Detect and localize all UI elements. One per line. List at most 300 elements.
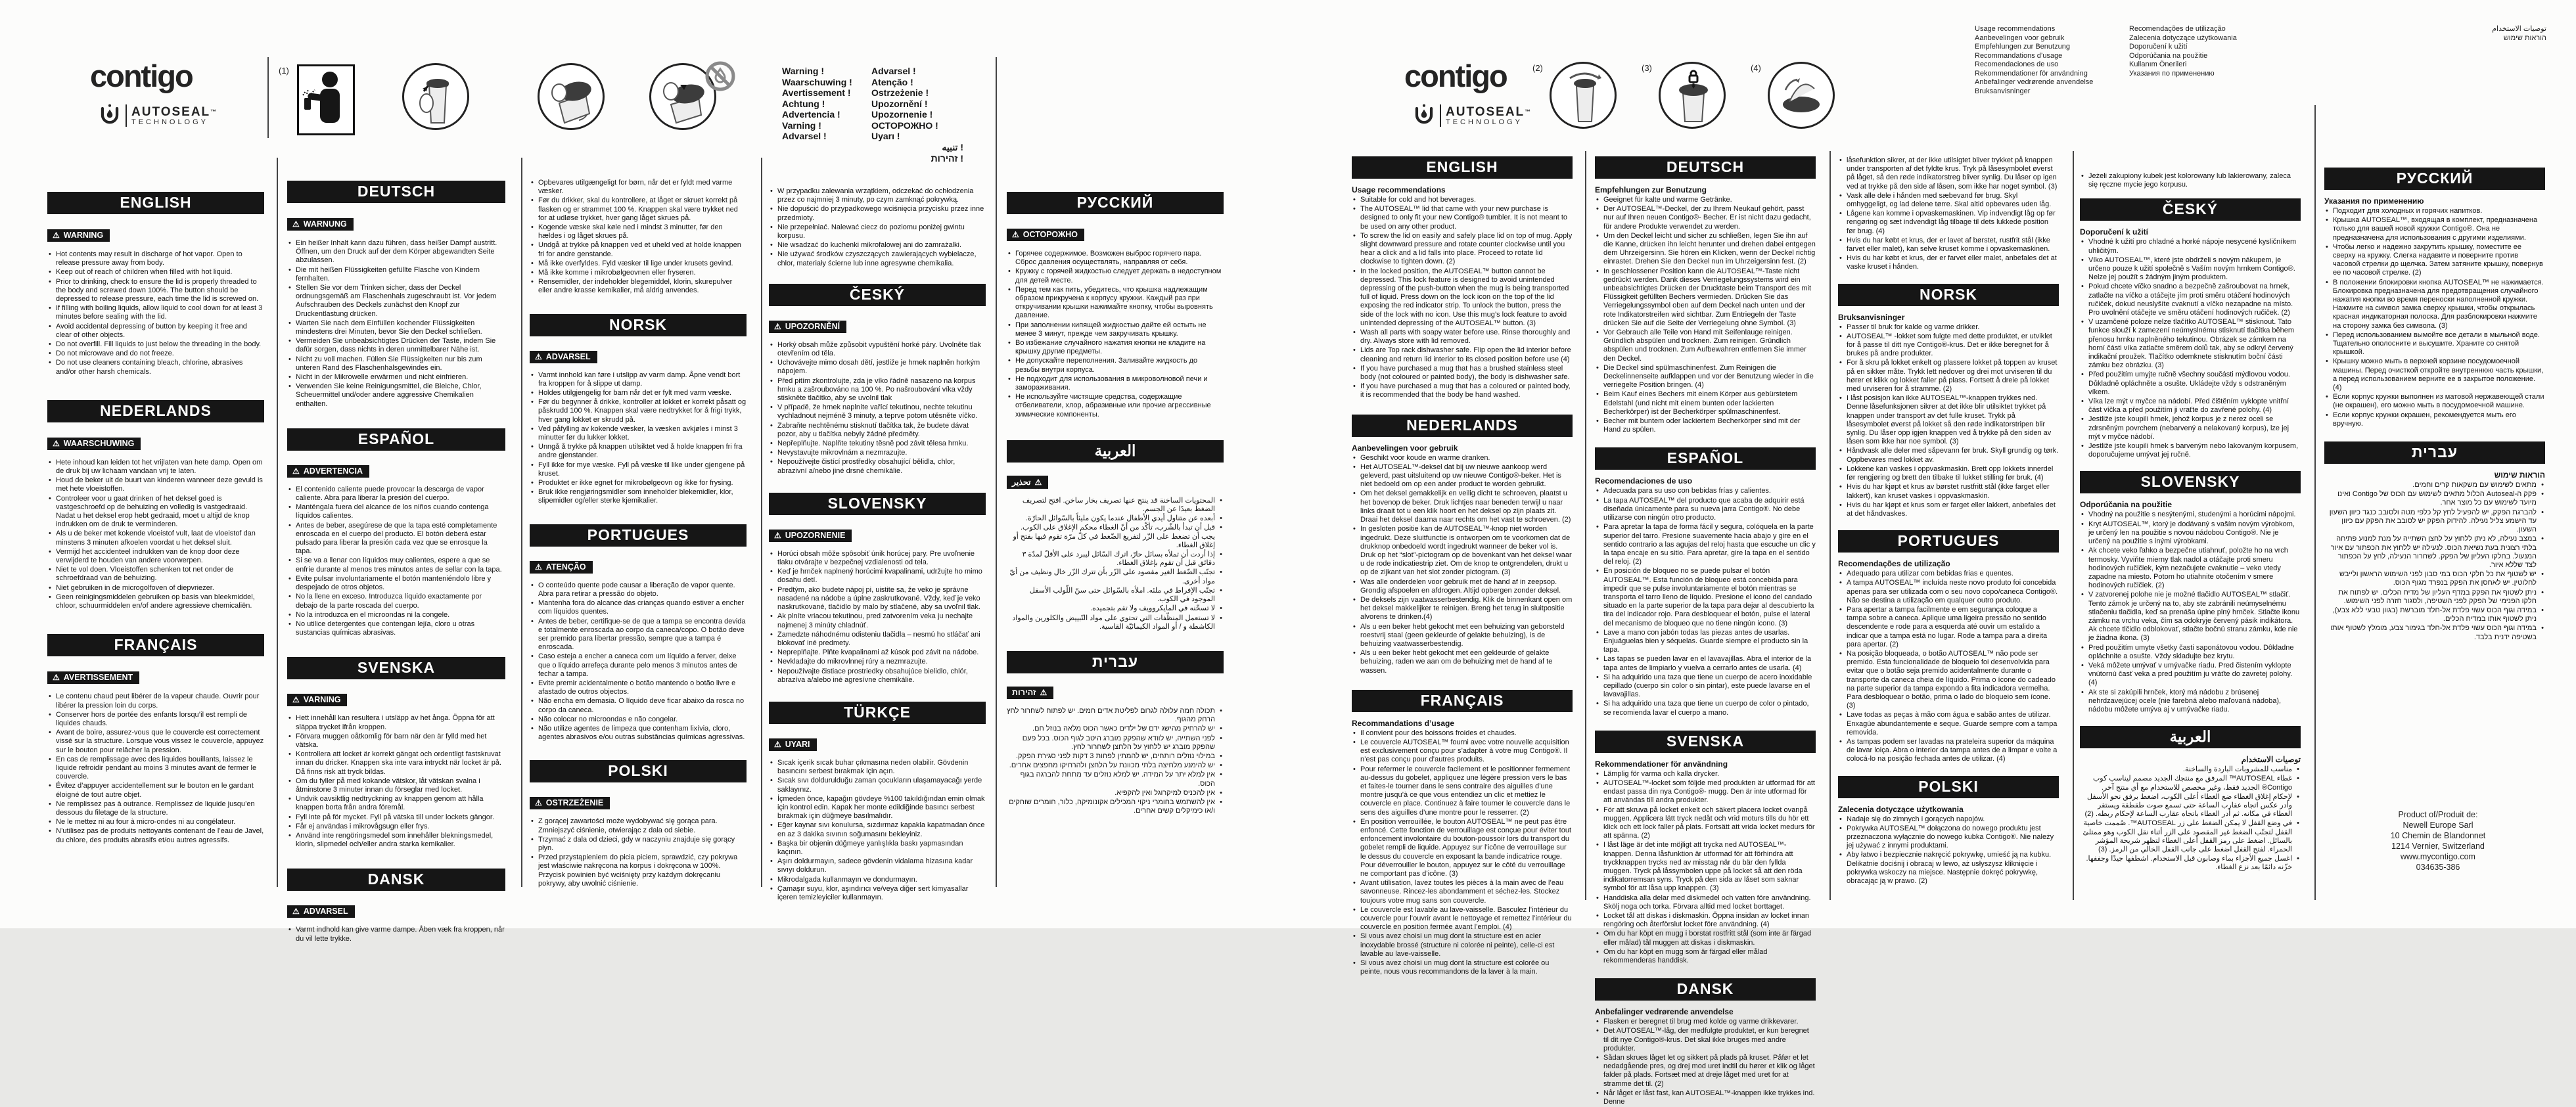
bullet-item: • Hvis du har kjøpt et krus av børstet rustfritt stål (ikke farget eller lakkert), kan kruset vaskes i oppvaskmaskin. bbox=[1838, 483, 2059, 500]
bullet-item: • Suitable for cold and hot beverages. bbox=[1352, 196, 1573, 204]
warning-word: ! זהירות bbox=[931, 152, 963, 164]
section-heading: Указания по применению bbox=[2324, 196, 2424, 206]
bullet-item: • Om du fyller på med kokande vätskor, låt vätskan svalna i åtminstone 3 minuter innan du förseglar med locket. bbox=[287, 777, 505, 794]
index-entry: Zalecenia dotyczące użytkowania bbox=[2129, 34, 2237, 42]
warning-badge-label: WARNUNG bbox=[303, 219, 347, 229]
autoseal-word: AUTOSEAL™ bbox=[131, 104, 218, 119]
bullet-item: • Nie wsadzać do kuchenki mikrofalowej ani do zamrażalki. bbox=[769, 241, 986, 250]
section-heading: Recomendaciones de uso bbox=[1595, 476, 1693, 486]
warning-badge bbox=[287, 694, 347, 706]
bullet-item: • AUTOSEAL™-locket som följde med produkten är utformad för att endast passa din nya Contigo®- mugg. Den är inte utformad för att användas till andra produkter. bbox=[1595, 779, 1816, 805]
bullet-item: • The AUTOSEAL™ lid that came with your new purchase is designed to only fit your new Contigo® tumbler. It is not meant to be used on any other product. bbox=[1352, 205, 1573, 231]
warning-word: Ostrzeżenie ! bbox=[871, 87, 929, 98]
warning-badge-label: ОСТОРОЖНО bbox=[1023, 230, 1078, 239]
index-entry: Recomendações de utilização bbox=[2129, 25, 2226, 33]
bullet-item: • AUTOSEAL™ -lokket som fulgte med dette produktet, er utviklet for å passe til ditt nye Contigo®-krus. Det er ikke beregnet for å brukes på andre produkter. bbox=[1838, 332, 2059, 359]
bullet-list bbox=[1352, 196, 1573, 400]
bullet-item: • Adequado para utilizar com bebidas frias e quentes. bbox=[1838, 570, 2059, 578]
warning-badge-label: זהירות bbox=[1012, 687, 1036, 697]
bullet-list bbox=[1838, 815, 2059, 886]
bullet-item: • If filling with boiling liquids, allow liquid to cool down for at least 3 minutes before sealing with the lid. bbox=[47, 304, 264, 321]
bullet-item: • في وضع القفل لا يمكن الضغط على زر AUTOSEAL™. صُممت خاصية القفل لتجنّب الضغط غير المقصود على الزر أثناء نقل الكوب وهو ممتلئ بالسائل. اضغط على رمز القفل أعلى الغطاء لتظهر شريحة المؤشر الحمراء. لفتح القفل اضغط على جانب القفل الخالي من الرمز. (3) bbox=[2080, 819, 2301, 854]
warning-triangle-icon: ⚠ bbox=[535, 562, 542, 572]
bullet-item: • Jestliže jste koupili hrnek, jehož korpus je z nerez oceli se zdrsněným povrchem (nebarvený a nelakovaný korpus), lze jej mýt v myčce nádobí. bbox=[2080, 415, 2301, 441]
bullet-item: • יש לשטוף את כל חלקי הכוס במי סבון לפני השימוש הראשון ולייבש לחלוטין. יש לאחסן את הפקק בנפרד מגוף הכוס. bbox=[2324, 570, 2545, 587]
language-column bbox=[1007, 161, 1224, 816]
bullet-item: • Hvis du har kjøpt et krus som er farget eller lakkert, anbefales det at det håndvaskes. bbox=[1838, 501, 2059, 518]
bullet-item: • İçmeden önce, kapağın gövdeye %100 takıldığından emin olmak için kontrol edin. Kapak her monte edildiğinde basıncı serbest bırakmak için düğmeye basılmalıdır. bbox=[769, 795, 986, 821]
warning-badge-row bbox=[287, 905, 505, 918]
warning-badge-row bbox=[287, 465, 505, 478]
bullet-item: • If you have purchased a mug that has a brushed stainless steel body (not coloured or painted body), the body is dishwasher safe. bbox=[1352, 365, 1573, 382]
bullet-item: • Si vous avez choisi un mug dont la structure est en acier inoxydable brossé (structure ni colorée ni peinte), celle-ci est lavable au lave-vaisselle. bbox=[1352, 932, 1573, 959]
bullet-item: • Hvis du har købt et krus, der er lavet af børstet, rustfrit stål (ikke farvet eller malet), kan selve kruset komme i opvaskemaskinen. bbox=[1838, 237, 2059, 254]
warning-badge bbox=[47, 438, 141, 450]
bullet-item: • Если корпус кружки выполнен из матовой нержавеющей стали (не окрашен), его можно мыть в посудомоечной машине. bbox=[2324, 393, 2545, 410]
bullet-item: • Locket tål att diskas i diskmaskin. Öppna insidan av locket innan rengöring och återförslut locket före användning. (4) bbox=[1595, 912, 1816, 929]
language-header: SVENSKA bbox=[1595, 731, 1816, 753]
bullet-item: • Z gorącej zawartości może wydobywać się gorąca para. Zmniejszyć ciśnienie, otwierając z dala od siebie. bbox=[530, 817, 747, 834]
bullet-item: • Stellen Sie vor dem Trinken sicher, dass der Deckel ordnungsgemäß am Flaschenhals zugeschraubt ist. Vor jedem Aufschrauben des Deckels zunächst den Knopf zur Druckentlastung drücken. bbox=[287, 284, 505, 319]
bullet-item: • Чтобы легко и надежно закрутить крышку, поместите ее сверху на кружку. Слегка надавите и поверните против часовой стрелки до щелчка. Затем затяните крышку, повернув ее по часовой стрелке. (2) bbox=[2324, 243, 2545, 278]
index-entry: Указания по применению bbox=[2129, 69, 2215, 78]
bullet-item: • Sıcak içerik sıcak buhar çıkmasına neden olabilir. Gövdenin basıncını serbest bırakmak için açın. bbox=[769, 759, 986, 776]
language-header: DEUTSCH bbox=[1595, 156, 1816, 179]
top-divider-left bbox=[267, 57, 269, 138]
warning-badge-label: تحذير bbox=[1012, 477, 1031, 487]
warning-badge bbox=[47, 229, 110, 242]
bullet-item: • Víka lze mýt v myčce na nádobí. Před čištěním vyklopte vnitřní část víčka a před použitím ji vraťte do zavřené polohy. (4) bbox=[2080, 397, 2301, 415]
bullet-item: • Manténgala fuera del alcance de los niños cuando contenga líquidos calientes. bbox=[287, 503, 505, 520]
language-column bbox=[2324, 161, 2545, 643]
bullet-item: • Para apretar la tapa de forma fácil y segura, colóquela en la parte superior del tarro. Presione suavemente hacia abajo y gire en el sentido contrario a las agujas del reloj hasta que escuche un clic y la tapa encaje en su sitio. Para apretar, gire la tapa en el sentido del reloj. (2) bbox=[1595, 523, 1816, 566]
contigo-logo-right bbox=[1404, 58, 1507, 94]
language-header: FRANÇAIS bbox=[47, 634, 264, 656]
usage-index-list-rtl bbox=[2405, 25, 2546, 43]
bullet-list bbox=[1838, 570, 2059, 763]
bullet-item: • Nepřeplňujte. Naplňte tekutiny těsně pod závit tělesa hrnku. bbox=[769, 440, 986, 448]
bullet-list bbox=[287, 486, 505, 637]
bullet-item: • Vermijd het accidenteel indrukken van de knop door deze verwijderd te houden van andere voorwerpen. bbox=[47, 548, 264, 565]
bullet-item: • El contenido caliente puede provocar la descarga de vapor caliente. Abra para liberar la presión del cuerpo. bbox=[287, 486, 505, 503]
bullet-item: • Unngå å trykke på knappen utilsiktet ved å holde knappen fri fra andre gjenstander. bbox=[530, 443, 747, 460]
warning-badge-label: ADVERTENCIA bbox=[303, 466, 363, 476]
language-header: ENGLISH bbox=[47, 192, 264, 214]
warning-badge bbox=[769, 530, 852, 542]
warning-badge-label: UYARI bbox=[785, 739, 810, 749]
warning-word: Waarschuwing ! bbox=[782, 76, 852, 87]
bullet-item: • No la llene en exceso. Introduzca líquido exactamente por debajo de la parte roscada del cuerpo. bbox=[287, 593, 505, 610]
language-header: العربية bbox=[2080, 726, 2301, 748]
bullet-item: • Undvik oavsiktlig nedtryckning av knappen genom att hålla knappen borta från andra föremål. bbox=[287, 795, 505, 812]
warning-word: Advarsel ! bbox=[782, 131, 827, 141]
bullet-item: • V zatvorenej polohe nie je možné tlačidlo AUTOSEAL™ stlačiť. Tento zámok je určený na to, aby ste zabránili neúmyselnému stlačeniu tlačidla, keď sa prenáša úplne plný hrnček. Stlačte ikonu zámku na vrchu veka, čím sa odokryje červený pásik indikátora. Ak chcete tlčidlo odblokovať, stlačte bočnú stranu zámku, kde nie je žiadna ikona. (3) bbox=[2080, 591, 2301, 643]
bullet-list bbox=[2324, 481, 2545, 642]
section-heading: توصيات الاستخدام bbox=[2241, 755, 2301, 765]
bullet-item: • Las tapas se pueden lavar en el lavavajillas. Abra el interior de la tapa antes de limpiarlo y vuelva a cerrarlo antes de usarla. (4) bbox=[1595, 655, 1816, 672]
bullet-list bbox=[530, 581, 747, 742]
warning-triangle-icon: ⚠ bbox=[535, 351, 542, 361]
warning-word: Varning ! bbox=[782, 120, 821, 131]
language-header: ČESKÝ bbox=[2080, 198, 2301, 221]
bullet-item: • Geschikt voor koude en warme dranken. bbox=[1352, 454, 1573, 463]
language-header: ESPAÑOL bbox=[1595, 447, 1816, 470]
bullet-item: • No la introduzca en el microondas ni la congele. bbox=[287, 611, 505, 620]
bullet-item: • אין להכניס למיקרוגל ואין להקפיא. bbox=[1007, 789, 1224, 798]
bullet-item: • Před použitím umyjte ručně všechny součásti mýdlovou vodou. Důkladně opláchněte a osušte. Ukládejte vždy s odstraněným víkem. bbox=[2080, 371, 2301, 397]
bullet-item: • Becher mit buntem oder lackiertem Becherkörper sind mit der Hand zu spülen. bbox=[1595, 417, 1816, 434]
bullet-item: • Horúci obsah môže spôsobiť únik horúcej pary. Pre uvoľnenie tlaku otvárajte v bezpečnej vzdialenosti od tela. bbox=[769, 550, 986, 567]
figure-2-label: (2) bbox=[1532, 63, 1543, 73]
warning-badge-label: VARNING bbox=[303, 695, 341, 705]
bullet-item: • Do not use cleaners containing bleach, chlorine, abrasives and/or other harsh chemicals. bbox=[47, 359, 264, 376]
autoseal-droplet-icon bbox=[99, 104, 121, 127]
bullet-item: • To screw the lid on easily and safely place lid on top of mug. Apply slight downward pressure and rotate counter clockwise until you hear a click and a lid falls into place. Proceed to rotate lid clockwise to tighten down. (2) bbox=[1352, 232, 1573, 267]
bullet-item: • Verwenden Sie keine Reinigungsmittel, die Bleiche, Chlor, Scheuermittel und/oder andere aggressive Chemikalien enthalten. bbox=[287, 382, 505, 409]
bullet-item: • إذا أردت أن تملأه بسائل حارّ، اترك السّائل ليبرد على الأقلّ لمدّة ٣ دقائق قبل أن تقوم بإغلاق الغطاء. bbox=[1007, 551, 1224, 568]
bullet-item: • Niet gebruiken in de microgolfoven of diepvriezer. bbox=[47, 584, 264, 593]
bullet-item: • Før du drikker, skal du kontrollere, at låget er skruet korrekt på flasken og er strammet 100 %. Knappen skal være trykket ned for at udløse trykket, hver gang låget skrues på. bbox=[530, 196, 747, 223]
warning-badge-row bbox=[769, 738, 986, 751]
bullet-item: • V uzamčené poloze nelze tlačítko AUTOSEAL™ stisknout. Tato funkce slouží k zamezení neúmyslnému stisknutí tlačítka během přenosu hrnku naplněného tekutinou. Obrázek se zámkem na horní části víka zatlačte směrem dolů tak, aby se odkryl červený indikační proužek. Tlačítko odemknete stisknutím boční části zámku bez obrázku. (3) bbox=[2080, 318, 2301, 370]
bullet-list bbox=[1007, 497, 1224, 631]
warning-word: Atenção ! bbox=[871, 76, 913, 87]
bullet-item: • Vask alle dele i hånden med sæbevand før brug. Skyl omhyggeligt, og lad delene tørre. Skal altid opbevares uden låg. bbox=[1838, 192, 2059, 209]
warning-triangle-icon: ⚠ bbox=[53, 673, 60, 683]
language-header: DANSK bbox=[1595, 978, 1816, 1001]
bullet-item: • Antes de beber, asegúrese de que la tapa esté completamente enroscada en el cuerpo del producto. El botón deberá estar pulsado para liberar la presión cada vez que se enrosque la tapa. bbox=[287, 522, 505, 556]
bullet-item: • Nepoužívajte čistiace prostriedky obsahujúce bielidlo, chlór, abrazíva a/alebo iné agresívne chemikálie. bbox=[769, 667, 986, 685]
bullet-item: • För att skruva på locket enkelt och säkert placera locket ovanpå muggen. Applicera lätt tryck nedåt och vrid moturs tills du hör ett klick och ett lock faller på plats. Fortsätt att vrida locket medurs för att spänna. (2) bbox=[1595, 806, 1816, 841]
language-header: POLSKI bbox=[1838, 776, 2059, 798]
section-heading: Recomendações de utilização bbox=[1838, 559, 1950, 569]
warning-badge-row bbox=[769, 530, 986, 542]
language-header: NORSK bbox=[530, 314, 747, 336]
warning-badge-label: OSTRZEŻENIE bbox=[545, 798, 604, 808]
bullet-item: • Før du begynner å drikke, kontroller at lokket er korrekt påsatt og påskrudd 100 %. Knappen skal være nedtrykket for å frigi trykk, hver gang lokket er skrudd på. bbox=[530, 398, 747, 424]
warning-badge bbox=[1007, 229, 1084, 241]
warning-word: Uyarı ! bbox=[871, 131, 900, 141]
bullet-item: • Ak plníte vriacou tekutinou, pred zatvorením veka ju nechajte najmenej 3 minúty chladnúť. bbox=[769, 612, 986, 629]
column-divider bbox=[1585, 151, 1586, 900]
bullet-list bbox=[769, 187, 986, 268]
warning-word: Achtung ! bbox=[782, 98, 825, 109]
warning-triangle-icon: ⚠ bbox=[53, 438, 60, 448]
index-entry: Rekommendationer för användning bbox=[1975, 69, 2088, 78]
warning-triangle-icon: ⚠ bbox=[774, 530, 781, 540]
warning-badge-label: WAARSCHUWING bbox=[63, 438, 135, 448]
bullet-item: • Pokud chcete víčko snadno a bezpečně zašroubovat na hrnek, zatlačte na víčko a otáčejte jím proti směru otáčení hodinových ručiček, dokud neuslyšíte cvaknutí a víčko nezapadne na místo. Pro uvolnění otáčejte ve směru otáčení hodinových ručiček. (2) bbox=[2080, 282, 2301, 317]
bullet-list bbox=[530, 371, 747, 506]
bullet-list bbox=[1595, 487, 1816, 717]
bullet-item: • Om du har köpt en mugg som är färgad eller målad rekommenderas handdisk. bbox=[1595, 948, 1816, 965]
language-header: ESPAÑOL bbox=[287, 428, 505, 451]
warning-triangle-icon: ⚠ bbox=[292, 219, 300, 229]
bullet-item: • Lämplig för varma och kalla drycker. bbox=[1595, 770, 1816, 779]
bullet-item: • Evite pulsar involuntariamente el botón manteniéndolo libre y despejado de otros objetos. bbox=[287, 575, 505, 592]
bullet-item: • במצב נעילה, לא ניתן ללחוץ על לחצן השתייה על מנת למנוע פתיחה בלתי רצונית בעת נשיאת הכוס. לנעילה יש ללחוץ את הכפתור עם איור המנעול. בחלקו העליון של הפקק. לשחרור הנעילה, לחץ על הכפתור לצד שללא איור. bbox=[2324, 535, 2545, 570]
bullet-item: • Não encha em demasia. O líquido deve ficar abaixo da rosca no corpo da caneca. bbox=[530, 697, 747, 714]
language-column bbox=[1352, 156, 1573, 977]
language-column bbox=[530, 151, 747, 889]
bullet-item: • اغسل جميع الأجزاء بماء وصابون قبل الاستخدام. اشطفها جيدًا وجففها. خزّنه دائمًا بعد نزع الغطاء. bbox=[2080, 855, 2301, 872]
bullet-list bbox=[1352, 729, 1573, 977]
bullet-item: • Крышка AUTOSEAL™, входящая в комплект, предназначена только для вашей новой кружки Contigo®. Она не предназначена для использования с другими изделиями. bbox=[2324, 216, 2545, 242]
bullet-item: • Lokkene kan vaskes i oppvaskmaskin. Brett opp lokkets innerdel før rengjøring og brett den tilbake til lukket stilling før bruk. (4) bbox=[1838, 465, 2059, 482]
warning-word: ! تنبيه bbox=[942, 142, 963, 152]
bullet-item: • Was alle onderdelen voor gebruik met de hand af in zeepsop. Grondig afspoelen en afdrogen. Altijd opbergen zonder deksel. bbox=[1352, 578, 1573, 595]
warning-badge-row bbox=[287, 694, 505, 706]
bullet-item: • غطاء AUTOSEAL™ المرفق مع منتجك الجديد مصمم ليناسب كوب Contigo® الجديد فقط، وغير مخصص للاستخدام مع أي منتج آخر. bbox=[2080, 775, 2301, 792]
bullet-item: • במידה וגוף הכוס עשוי פלדת אל-חלד בגימור צבע, מומלץ לשטוף אותו בשטיפה ידנית בלבד. bbox=[2324, 624, 2545, 641]
bullet-item: • פקק ה-Autoseal הכלול מתאים לשימוש עם הכוס של Contigo ואינו מיועד לשימוש עם כל מוצר אחר. bbox=[2324, 490, 2545, 507]
figure-3-label: (3) bbox=[1642, 63, 1652, 73]
language-column bbox=[47, 151, 264, 846]
language-column bbox=[2080, 172, 2301, 873]
screw-lid-on-icon bbox=[1550, 62, 1617, 129]
bullet-item: • لا تسخّنه في المايكروويف ولا تقم بتجميده. bbox=[1007, 604, 1224, 613]
bullet-item: • Nicht in der Mikrowelle erwärmen und nicht einfrieren. bbox=[287, 373, 505, 382]
product-info-line: 1214 Vernier, Switzerland bbox=[2391, 842, 2485, 851]
bullet-item: • Não utilize agentes de limpeza que contenham lixívia, cloro, agentes abrasivos e/ou outras substâncias químicas agressivas. bbox=[530, 725, 747, 742]
warning-badge-label: WARNING bbox=[63, 231, 104, 240]
bullet-item: • Jeżeli zakupiony kubek jest kolorowany lub lakierowany, zaleca się ręczne mycie jego korpusu. bbox=[2080, 172, 2301, 189]
bullet-item: • Um den Deckel leicht und sicher zu schließen, legen Sie ihn auf die Kanne, drücken ihn leicht herunter und drehen dabei entgegen dem Uhrzeigersinn. Sie hören ein Klicken, wenn der Deckel richtig einrastet. Drehen Sie den Deckel nun im Uhrzeigersinn fest. (2) bbox=[1595, 232, 1816, 267]
bullet-item: • Håndvask alle deler med såpevann før bruk. Skyll grundig og tørk. Oppbevares med lokket av. bbox=[1838, 447, 2059, 464]
index-entry: Odporúčania na použitie bbox=[2129, 51, 2208, 60]
bullet-item: • تجنّب الضّغط الغير مقصود على الزّر بأن تترك الزّر خال ونظيف من أيّ مواد أخرى. bbox=[1007, 568, 1224, 585]
bullet-list bbox=[530, 817, 747, 888]
bullet-item: • Lågene kan komme i opvaskemaskinen. Vip indvendigt låg op før rengøring og sæt indvendigt låg tilbage til dets lukkede position før brug. (4) bbox=[1838, 210, 2059, 236]
bullet-item: • Förvara muggen oåtkomlig för barn när den är fylld med het vätska. bbox=[287, 733, 505, 750]
bullet-item: • В положении блокировки кнопка AUTOSEAL™ не нажимается. Блокировка предназначена для предотвращения случайного нажатия кнопки во время переноски наполненной кружки. Нажмите на символ замка сверху крышки, чтобы открылась красная индикаторная полоска. Для разблокировки нажмите на сторону замка без символа. (3) bbox=[2324, 279, 2545, 330]
bullet-list bbox=[2080, 172, 2301, 189]
warning-badge-label: UPOZORNĚNÍ bbox=[785, 321, 840, 331]
warning-badge-row bbox=[47, 438, 264, 450]
usage-index-list-2 bbox=[2129, 25, 2300, 78]
bullet-item: • Conserver hors de portée des enfants lorsqu’il est rempli de liquides chauds. bbox=[47, 711, 264, 728]
bullet-item: • Ne remplissez pas à outrance. Remplissez de liquide jusqu’en dessous du filetage de la structure. bbox=[47, 800, 264, 817]
language-column bbox=[1595, 156, 1816, 1107]
bullet-item: • Handdiska alla delar med diskmedel och vatten före användning. Skölj noga och torka. Förvara alltid med locket borttaget. bbox=[1595, 894, 1816, 911]
bullet-item: • Vhodné k užití pro chladné a horké nápoje nesycené kysličníkem uhličitým. bbox=[2080, 238, 2301, 255]
bullet-item: • Hete inhoud kan leiden tot het vrijlaten van hete damp. Open om de druk bij uw lichaam vandaan vrij te laten. bbox=[47, 459, 264, 476]
bullet-item: • Om het deksel gemakkelijk en veilig dicht te schroeven, plaatst u het bovenop de beker. Druk lichtjes naar beneden terwijl u naar links draait tot u een klik hoort en het deksel op zijn plaats zit. Draai het deksel daarna naar rechts om het vast te schroeven. (2) bbox=[1352, 489, 1573, 524]
bullet-item: • Controleer voor u gaat drinken of het deksel goed is vastgeschroefd op de behuizing en volledig is vastgedraaid. Nadat u het deksel erop hebt gedraaid, moet u altijd de knop indrukken om de druk te verminderen. bbox=[47, 495, 264, 530]
warning-badge bbox=[287, 218, 354, 231]
bullet-item: • יש להרחיק מהישג ידם של ילדים כאשר הכוס מלאה בנוזל חם. bbox=[1007, 725, 1224, 733]
column-divider bbox=[1829, 151, 1831, 900]
bullet-item: • Als u een beker hebt gekocht met een behuizing van geborsteld roestvrij staal (geen gekleurde of gelakte behuizing), is de behuizing vaatwasserbestendig. bbox=[1352, 623, 1573, 649]
warning-triangle-icon: ⚠ bbox=[1040, 687, 1047, 697]
bullet-item: • Ak ste si zakúpili hrnček, ktorý má nádobu z brúsenej nehrdzavejúcej ocele (nie farebná alebo maľovaná nádoba), nádobu môžete umýva aj v umývačke riadu. bbox=[2080, 689, 2301, 715]
bullet-item: • Fyll ikke for mye væske. Fyll på væske til like under gjengene på kruset. bbox=[530, 461, 747, 478]
language-header: DEUTSCH bbox=[287, 181, 505, 203]
bullet-item: • Får ej användas i mikrovågsugn eller frys. bbox=[287, 823, 505, 831]
bullet-item: • Nie dopuścić do przypadkowego wciśnięcia przycisku przez inne przedmioty. bbox=[769, 205, 986, 222]
bullet-item: • Do not microwave and do not freeze. bbox=[47, 350, 264, 358]
warning-word: Warning ! bbox=[782, 66, 825, 76]
column-divider bbox=[521, 158, 522, 887]
bullet-item: • Uchovávejte mimo dosah dětí, jestliže je hrnek naplněn horkým nápojem. bbox=[769, 359, 986, 376]
warning-badge-label: AVERTISSEMENT bbox=[63, 673, 133, 683]
bullet-item: • Passer til bruk for kalde og varme drikker. bbox=[1838, 323, 2059, 332]
bullet-list bbox=[2324, 207, 2545, 428]
bullet-list bbox=[530, 179, 747, 296]
bullet-item: • Vhodný na použitie s nesýtenými, studenými a horúcimi nápojmi. bbox=[2080, 510, 2301, 519]
bullet-item: • Geeignet für kalte und warme Getränke. bbox=[1595, 196, 1816, 204]
bullet-item: • Keep out of reach of children when filled with hot liquid. bbox=[47, 268, 264, 277]
warning-word: Advertencia ! bbox=[782, 109, 840, 120]
bullet-item: • Het AUTOSEAL™-deksel dat bij uw nieuwe aankoop werd geleverd, past uitsluitend op uw nieuwe Contigo®-beker. Het is niet bedoeld om op een ander product te worden gebruikt. bbox=[1352, 463, 1573, 489]
bullet-list bbox=[2080, 510, 2301, 714]
autoseal-divider bbox=[126, 104, 127, 127]
bullet-item: • Sıcak sıvı doldurulduğu zaman çocukların ulaşamayacağı yerde saklayınız. bbox=[769, 777, 986, 794]
figure-1-label: (1) bbox=[279, 66, 289, 76]
warning-triangle-icon: ⚠ bbox=[1012, 230, 1019, 239]
section-heading: Anbefalinger vedrørende anvendelse bbox=[1595, 1007, 1734, 1017]
bullet-item: • Rensemidler, der indeholder blegemiddel, klorin, skurepulver eller andre krasse kemikalier, må aldrig anvendes. bbox=[530, 278, 747, 295]
bullet-list bbox=[1838, 156, 2059, 272]
section-heading: Aanbevelingen voor gebruik bbox=[1352, 443, 1458, 453]
bullet-item: • مناسب للمشروبات الباردة والساخنة. bbox=[2080, 765, 2301, 774]
bullet-item: • Перед использованием вымойте все детали в мыльной воде. Тщательно ополосните и высушите. Храните со снятой крышкой. bbox=[2324, 331, 2545, 357]
bullet-item: • La tapa AUTOSEAL™ del producto que acaba de adquirir está diseñada únicamente para su nueva jarra Contigo®. No debe utilizarse con ningún otro producto. bbox=[1595, 497, 1816, 523]
bullet-item: • In the locked position, the AUTOSEAL™ button cannot be depressed. This lock feature is designed to avoid unintended depressing of the push-button when the mug is being transported full of liquid. Press down on the lock icon on the top of the lid exposing the red indicator strip. To unlock the button, press the side of the lock with no icon. Use this mug’s lock feature to avoid unintended depressing of the AUTOSEAL™ button. (3) bbox=[1352, 267, 1573, 328]
warning-badge-row bbox=[530, 351, 747, 363]
brand-wordmark: contigo bbox=[90, 58, 193, 93]
bullet-item: • Aby łatwo i bezpiecznie nakręcić pokrywkę, umieść ją na kubku. Delikatnie dociśnij i obracaj w lewo, aż usłyszysz kliknięcie i pokrywka wskoczy na miejsce. Następnie dokręć pokrywkę, obracając ją w prawo. (2) bbox=[1838, 851, 2059, 886]
bullet-item: • låsefunktion sikrer, at der ikke utilsigtet bliver trykket på knappen under transporten af det fyldte krus. Tryk på låsesymbolet øverst på låget, så den røde indikatorstreg bliver synlig. Du låser op igen ved at trykke på den side af låsen, som ikke har noget symbol. (3) bbox=[1838, 156, 2059, 191]
figure-4-label: (4) bbox=[1751, 63, 1761, 73]
bullet-item: • Die Deckel sind spülmaschinenfest. Zum Reinigen die Deckelinnenseite aufklappen und vor der Benutzung wieder in die verriegelte Position bringen. (4) bbox=[1595, 364, 1816, 390]
bullet-item: • Geen reinigingsmiddelen gebruiken op basis van bleekmiddel, chloor, schuurmiddelen en/of andere agressieve chemicaliën. bbox=[47, 593, 264, 610]
bullet-item: • Nie przepełniać. Nalewać ciecz do poziomu poniżej gwintu korpusu. bbox=[769, 223, 986, 240]
bullet-item: • Die mit heißen Flüssigkeiten gefüllte Flasche von Kindern fernhalten. bbox=[287, 266, 505, 283]
section-heading: Usage recommendations bbox=[1352, 185, 1446, 194]
warning-word: Upozornění ! bbox=[871, 98, 928, 109]
bullet-item: • No utilice detergentes que contengan lejía, cloro u otras sustancias químicas abrasivas. bbox=[287, 620, 505, 637]
bullet-item: • Nevkladajte do mikrovlnnej rúry a nezmrazujte. bbox=[769, 658, 986, 666]
bullet-item: • Başka bir objenin düğmeye yanlışlıkla baskı yapmasından kaçının. bbox=[769, 840, 986, 857]
bullet-item: • Não colocar no microondas e não congelar. bbox=[530, 715, 747, 724]
warning-badge-row bbox=[287, 218, 505, 231]
autoseal-droplet-icon bbox=[1413, 104, 1435, 127]
bullet-item: • Ein heißer Inhalt kann dazu führen, dass heißer Dampf austritt. Öffnen, um den Druck auf der dem Körper abgewandten Seite abzulassen. bbox=[287, 239, 505, 265]
bullet-list bbox=[47, 692, 264, 844]
bullet-item: • Der AUTOSEAL™-Deckel, der zu Ihrem Neukauf gehört, passt nur auf Ihren neuen Contigo®- Becher. Er ist nicht dazu gedacht, für andere Produkte verwendet zu werden. bbox=[1595, 205, 1816, 231]
warning-words-list-1 bbox=[782, 66, 852, 142]
language-header: РУССКИЙ bbox=[1007, 192, 1224, 214]
warning-triangle-icon: ⚠ bbox=[292, 466, 300, 476]
hold-mug-press-button-icon bbox=[402, 63, 469, 130]
bullet-item: • I låst posisjon kan ikke AUTOSEAL™-knappen trykkes ned. Denne låsefunksjonen sikrer at det ikke blir utilsiktet trykket på knappen under transport av det fulle kruset. Trykk på låsesymbolet øverst på lokket så den røde indikatorstripen blir synlig. Du låser opp igjen knappen ved å trykke på den siden av låsen som ikke har noe symbol. (3) bbox=[1838, 394, 2059, 446]
bullet-item: • Aşırı doldurmayın, sadece gövdenin vidalama hizasına kadar sıvıyı doldurun. bbox=[769, 857, 986, 874]
autoseal-logo-right bbox=[1413, 104, 1532, 127]
bullet-item: • Må ikke komme i mikrobølgeovnen eller fryseren. bbox=[530, 269, 747, 277]
bullet-list bbox=[2080, 238, 2301, 459]
index-entry: הוראות שימוש bbox=[2503, 34, 2546, 42]
bullet-item: • Undgå at trykke på knappen ved et uheld ved at holde knappen fri for andre genstande. bbox=[530, 241, 747, 258]
bullet-item: • Bruk ikke rengjøringsmidler som inneholder blekemidler, klor, slipemidler og/eller sterke kjemikalier. bbox=[530, 488, 747, 505]
bullet-item: • Predtým, ako budete nápoj pi, uistite sa, že veko je správne nasadené na nádobe a úplne zaskrutkované. Vždy, keď je veko naskrutkované, tlačidlo by malo by stlačené, aby sa uvoľnil tlak. bbox=[769, 586, 986, 612]
warning-triangle-icon: ⚠ bbox=[535, 798, 542, 808]
index-entry: Kullanım Önerileri bbox=[2129, 60, 2187, 68]
bullet-item: • Adecuada para su uso con bebidas frías y calientes. bbox=[1595, 487, 1816, 495]
bullet-item: • Veká môžete umývať v umývačke riadu. Pred čistením vyklopte vnútornú časť veka a pred použitím ju vráťte do zavretej polohy. (4) bbox=[2080, 662, 2301, 688]
bullet-item: • De deksels zijn vaatwasserbestendig. Klik de binnenkant open om het deksel makkelijker te reinigen. Breng het terug in sluitpositie alvorens te drinken.(4) bbox=[1352, 596, 1573, 622]
bullet-list bbox=[769, 550, 986, 685]
bullet-list bbox=[1007, 707, 1224, 815]
warning-triangle-icon: ⚠ bbox=[292, 695, 300, 705]
bullet-item: • Во избежание случайного нажатия кнопки не кладите на крышку другие предметы. bbox=[1007, 339, 1224, 356]
flip-lid-interior-icon bbox=[1768, 62, 1835, 129]
bullet-item: • Pokrywka AUTOSEAL™ dołączona do nowego produktu jest przeznaczona wyłącznie do nowego kubka Contigo®. Nie należy jej używać z innymi produktami. bbox=[1838, 825, 2059, 851]
warning-triangle-icon: ⚠ bbox=[1034, 477, 1042, 487]
bullet-list bbox=[287, 239, 505, 409]
bullet-list bbox=[287, 714, 505, 849]
index-entry: Recomendaciones de uso bbox=[1975, 60, 2059, 68]
language-header: POLSKI bbox=[530, 760, 747, 782]
bullet-item: • Para apertar a tampa facilmente e em segurança coloque a tampa sobre a caneca. Aplique uma ligeira pressão no sentido descendente e rode para a esquerda até ouvir um estalido a indicar que a tampa está no lugar. Rode a tampa para a direita para apertar. (2) bbox=[1838, 606, 2059, 649]
bullet-list bbox=[769, 341, 986, 476]
section-heading: Bruksanvisninger bbox=[1838, 312, 1905, 322]
bullet-item: • Nie używać środków czyszczących zawierających wybielacze, chlor, materiały ścierne lub inne agresywne chemikalia. bbox=[769, 250, 986, 267]
bullet-item: • Si se va a llenar con líquidos muy calientes, espere a que se enfríe durante al menos tres minutos antes de sellar con la tapa. bbox=[287, 556, 505, 574]
bullet-item: • Hvis du har købt et krus, der er farvet eller malet, anbefales det at vaske kruset i hånden. bbox=[1838, 254, 2059, 271]
product-info-block bbox=[2339, 809, 2537, 872]
bullet-item: • Keď je hrnček naplnený horúcimi kvapalinami, udržujte ho mimo dosahu detí. bbox=[769, 568, 986, 585]
bullet-item: • Nevystavujte mikrovlnám a nezmrazujte. bbox=[769, 449, 986, 457]
warning-badge bbox=[1007, 687, 1053, 699]
bullet-item: • Nepoužívejte čistící prostředky obsahující bělidla, chlor, abrazivní a/nebo jiné drsné chemikálie. bbox=[769, 458, 986, 475]
bullet-item: • المحتويات الساخنة قد ينتج عنها تصريف بخار ساخن. افتح لتصريف الضغط بعيدًا عن الجسم. bbox=[1007, 497, 1224, 514]
bullet-item: • Если корпус кружки окрашен, рекомендуется мыть его вручную. bbox=[2324, 411, 2545, 428]
bullet-item: • תכולה חמה עלולה לגרום לפליטת אדים חמים. יש לפתוח לשחרור לחץ הרחק מהגוף. bbox=[1007, 707, 1224, 724]
product-info-line: 034635-386 bbox=[2416, 863, 2460, 872]
warning-badge bbox=[1007, 476, 1048, 489]
bullet-item: • Горячее содержимое. Возможен выброс горячего пара. Сброс давления осуществлять, направляя от себя. bbox=[1007, 250, 1224, 267]
bullet-item: • Nicht zu voll machen. Füllen Sie Flüssigkeiten nur bis zum unteren Rand des Flaschenhalsgewindes ein. bbox=[287, 355, 505, 373]
bullet-item: • En position verrouillée, le bouton AUTOSEAL™ ne peut pas être enfoncé. Cette fonction de verrouillage est conçue pour éviter tout enfoncement involontaire du bouton-poussoir lors du transport du gobelet rempli de liquide. Appuyez sur l’icône de verrouillage sur le dessus du couvercle en exposant la bande indicatrice rouge. Pour déverrouiller le bouton, appuyez sur le côté du verrouillage ne comportant pas d’icône. (3) bbox=[1352, 818, 1573, 878]
warning-badge bbox=[47, 671, 139, 684]
bullet-item: • W przypadku zalewania wrzątkiem, odczekać do ochłodzenia przez co najmniej 3 minuty, po czym zamknąć pokrywką. bbox=[769, 187, 986, 204]
bullet-item: • Крышку можно мыть в верхней корзине посудомоечной машины. Перед очисткой откройте внутреннюю часть крышки, а перед использованием верните ее в закрытое положение. (4) bbox=[2324, 357, 2545, 392]
column-divider bbox=[2314, 105, 2316, 900]
bullet-item: • Do not overfill. Fill liquids to just below the threading in the body. bbox=[47, 340, 264, 349]
bullet-item: • Houd de beker uit de buurt van kinderen wanneer deze gevuld is met hete vloeistoffen. bbox=[47, 476, 264, 493]
warning-badge-row bbox=[530, 561, 747, 574]
bullet-item: • قبل أن تبدأ بالشّرب، تأكّد من أنّ الغطاء محكم الإغلاق على الكوب. يجب أن تضغط على الزّر لتفريغ الضّغط في كلّ مرّة تقوم فيها بفتح أو إغلاق الغطاء. bbox=[1007, 524, 1224, 550]
bullet-item: • Avoid accidental depressing of button by keeping it free and clear of other objects. bbox=[47, 323, 264, 340]
warning-badge-row bbox=[1007, 229, 1224, 241]
bullet-item: • לפני השתייה, יש לוודא שהפקק מוברג היטב לגוף הכוס. בכל פעם שהפקק מוברג יש ללחוץ על הלחצן לשחרור לחץ. bbox=[1007, 734, 1224, 752]
warning-badge bbox=[769, 738, 817, 751]
index-entry: Empfehlungen zur Benutzung bbox=[1975, 43, 2070, 51]
index-entry: Aanbevelingen voor gebruik bbox=[1975, 34, 2065, 42]
column-divider bbox=[996, 57, 997, 887]
bullet-item: • If you have purchased a mug that has a coloured or painted body, it is recommended that the body be hand washed. bbox=[1352, 382, 1573, 399]
warning-badge-label: ADVARSEL bbox=[303, 907, 348, 916]
bullet-item: • For å skru på lokket enkelt og plassere lokket på toppen av kruset på en sikker måte. Trykk lett nedover og drei mot urviseren til du hører et klikk og lokket faller på plass. Fortsett å dreie på lokket med urviseren for å stramme. (2) bbox=[1838, 359, 2059, 394]
bullet-item: • Kryt AUTOSEAL™, ktorý je dodávaný s vaším novým výrobkom, je určený len na použitie s novou nádobou Contigo®. Nie je určený na použitie s inými výrobkami. bbox=[2080, 520, 2301, 547]
bullet-item: • En cas de remplissage avec des liquides bouillants, laissez le liquide refroidir pendant au moins 3 minutes avant de fermer le couvercle. bbox=[47, 756, 264, 782]
bullet-item: • In geschlossener Position kann die AUTOSEAL™-Taste nicht gedrückt werden. Dank dieses Verriegelungssystems wird ein unbeabsichtigtes Drücken der Drucktaste beim Transport des mit Flüssigkeit gefüllten Bechers vermieden. Drücken Sie das Verriegelungssymbol oben auf dem Deckel nach unten und der rote Indikatorstreifen wird sichtbar. Zum Entriegeln der Taste drücken Sie auf die Seite der Verriegelung ohne Symbol. (3) bbox=[1595, 267, 1816, 328]
warning-word: Avertissement ! bbox=[782, 87, 851, 98]
bullet-item: • أبعده عن متناول أيدي الأطفال عندما يكون مليئاً بالسّوائل الحارّة. bbox=[1007, 514, 1224, 523]
bullet-item: • במידה וגוף הכוס עשוי פלדת אל-חלד מוברשת (בגוון טבעי ללא צבע), ניתן לשטוף אותו במדיח הכלים. bbox=[2324, 606, 2545, 623]
autoseal-divider bbox=[1440, 104, 1441, 127]
